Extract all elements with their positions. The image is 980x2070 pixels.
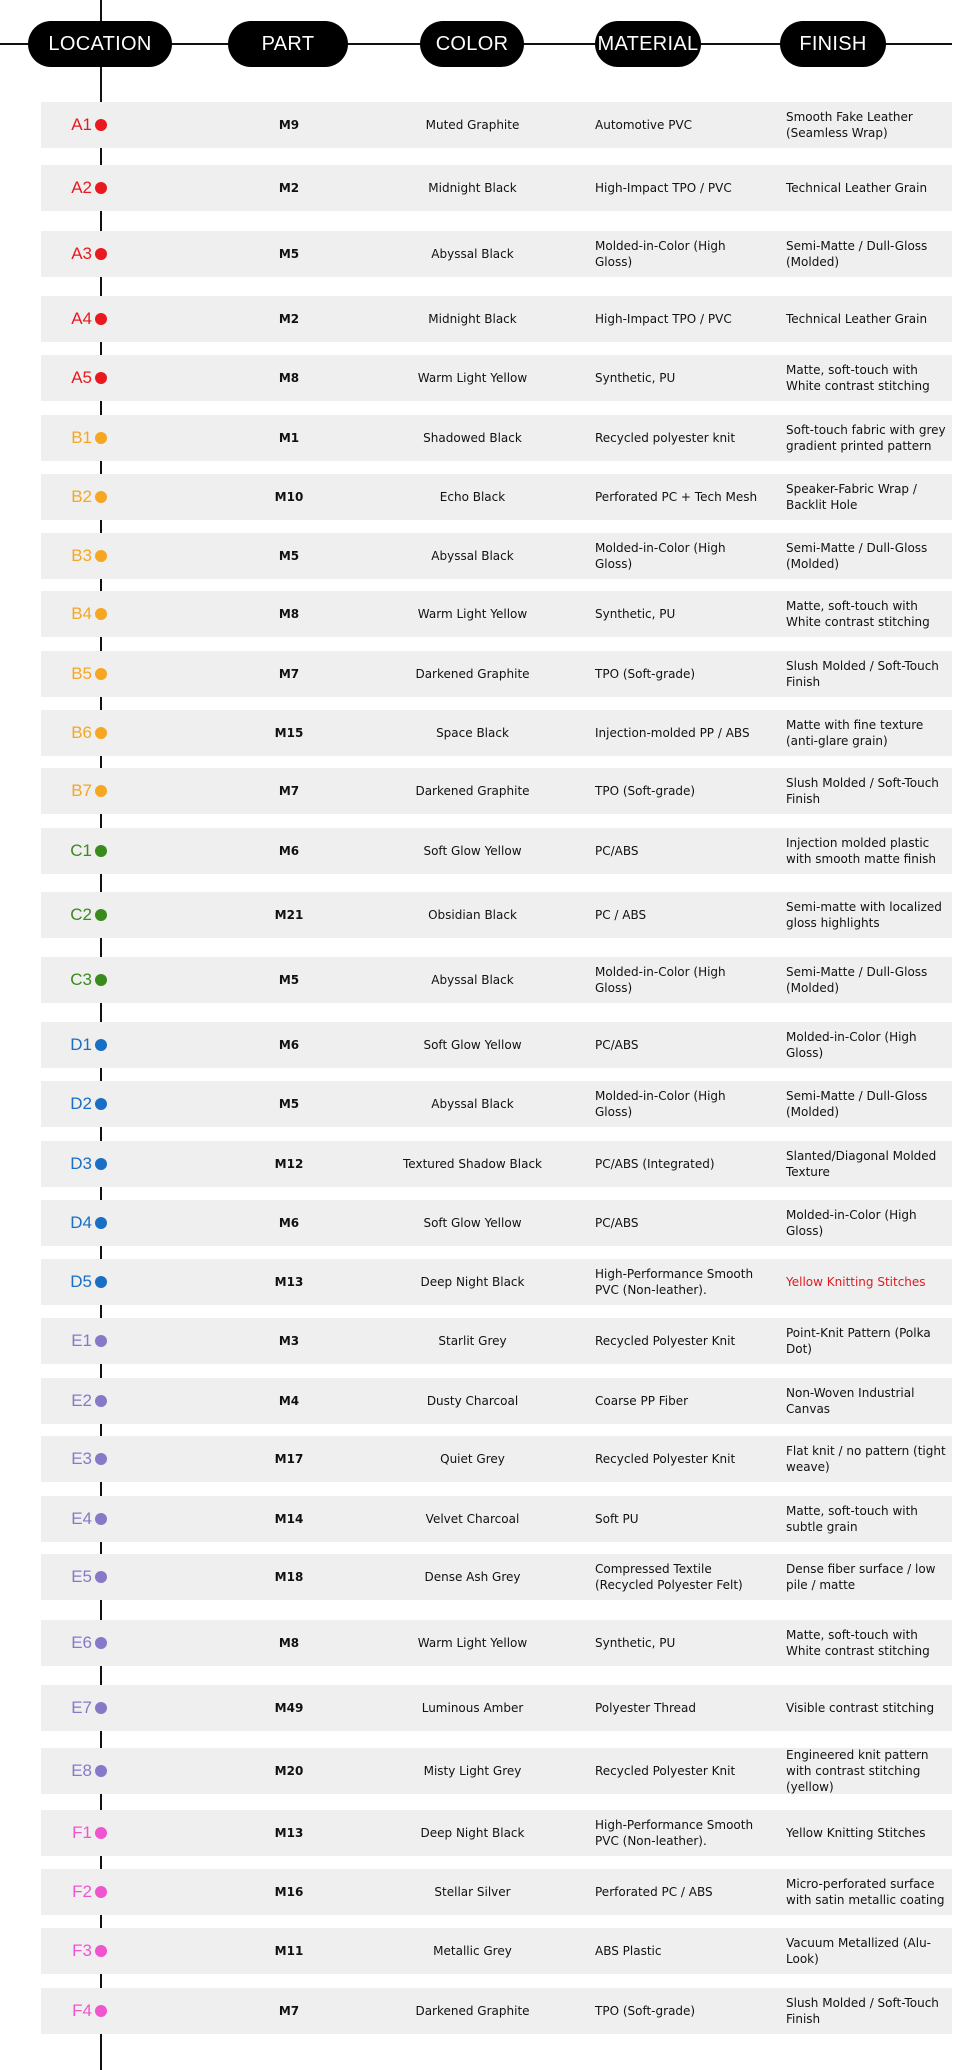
material-cell: High-Impact TPO / PVC [595,312,732,326]
location-label: E8 [71,1761,92,1780]
finish-cell: Semi-Matte / Dull-Gloss (Molded) [786,965,928,995]
material-cell: TPO (Soft-grade) [595,667,696,681]
location-marker-dot [95,432,107,444]
material-cell: Coarse PP Fiber [595,1394,689,1408]
part-cell: M7 [278,667,300,681]
location-label: E4 [71,1509,92,1528]
finish-header: FINISH [780,21,886,67]
finish-cell: Soft-touch fabric with grey gradient printed pattern [786,423,946,453]
location-label: B2 [71,487,92,506]
location-label: F3 [72,1941,92,1960]
material-cell: High-Performance Smooth PVC (Non-leather). [595,1267,754,1297]
color-cell: Dense Ash Grey [424,1570,521,1584]
location-marker-dot [95,668,107,680]
location-label: C3 [70,970,92,989]
part-cell: M21 [274,908,304,922]
material-cell: PC / ABS [595,908,647,922]
part-cell: M9 [278,118,300,132]
color-cell: Darkened Graphite [415,2004,530,2018]
location-label: D3 [70,1154,92,1173]
location-label: F2 [72,1882,92,1901]
color-cell: Warm Light Yellow [417,1636,528,1650]
color-header: COLOR [420,21,524,67]
location-label: E6 [71,1633,92,1652]
location-marker-dot [95,1039,107,1051]
finish-cell: Yellow Knitting Stitches [786,1275,926,1289]
location-marker-dot [95,1827,107,1839]
location-marker-dot [95,550,107,562]
part-cell: M6 [278,1216,300,1230]
color-cell: Luminous Amber [421,1701,524,1715]
location-marker-dot [95,1217,107,1229]
location-label: C1 [70,841,92,860]
part-cell: M6 [278,844,300,858]
color-cell: Abyssal Black [431,549,514,563]
finish-cell: Semi-Matte / Dull-Gloss (Molded) [786,541,928,571]
material-cell: PC/ABS [595,1216,639,1230]
material-cell: Recycled Polyester Knit [595,1764,736,1778]
location-label: B4 [71,604,92,623]
material-cell: TPO (Soft-grade) [595,784,696,798]
material-header: MATERIAL [595,21,701,67]
finish-cell: Yellow Knitting Stitches [786,1826,926,1840]
location-label: A2 [71,178,92,197]
material-cell: Soft PU [595,1512,639,1526]
location-label: B1 [71,428,92,447]
material-cell: Molded-in-Color (High Gloss) [595,239,726,269]
color-cell: Deep Night Black [420,1826,525,1840]
color-cell: Dusty Charcoal [426,1394,519,1408]
part-cell: M13 [274,1275,304,1289]
location-marker-dot [95,372,107,384]
location-marker-dot [95,608,107,620]
location-marker-dot [95,248,107,260]
part-cell: M10 [274,490,304,504]
location-label: C2 [70,905,92,924]
location-label: E1 [71,1331,92,1350]
color-cell: Deep Night Black [420,1275,525,1289]
color-cell: Abyssal Black [431,1097,514,1111]
color-cell: Quiet Grey [440,1452,505,1466]
part-cell: M49 [274,1701,304,1715]
material-cell: High-Performance Smooth PVC (Non-leather). [595,1818,754,1848]
material-cell: ABS Plastic [595,1944,662,1958]
location-header: LOCATION [28,21,172,67]
part-cell: M18 [274,1570,304,1584]
finish-cell: Semi-matte with localized gloss highlights [786,900,942,930]
part-cell: M3 [278,1334,300,1348]
finish-cell: Technical Leather Grain [786,181,928,195]
finish-cell: Molded-in-Color (High Gloss) [786,1030,917,1060]
color-cell: Muted Graphite [425,118,520,132]
part-cell: M17 [274,1452,304,1466]
material-cell: Recycled polyester knit [595,431,736,445]
finish-cell: Matte, soft-touch with White contrast stitching [786,363,930,393]
location-marker-dot [95,1158,107,1170]
location-marker-dot [95,1395,107,1407]
location-label: B7 [71,781,92,800]
location-label: E2 [71,1391,92,1410]
color-cell: Midnight Black [428,312,517,326]
finish-cell: Matte, soft-touch with White contrast stitching [786,1628,930,1658]
location-label: E3 [71,1449,92,1468]
color-cell: Soft Glow Yellow [423,844,522,858]
location-marker-dot [95,1098,107,1110]
finish-cell: Flat knit / no pattern (tight weave) [786,1444,946,1474]
finish-cell: Micro-perforated surface with satin metallic coating [786,1877,945,1907]
color-cell: Shadowed Black [423,431,522,445]
material-cell: PC/ABS [595,1038,639,1052]
material-cell: High-Impact TPO / PVC [595,181,732,195]
location-marker-dot [95,2005,107,2017]
location-marker-dot [95,1945,107,1957]
finish-cell: Speaker-Fabric Wrap / Backlit Hole [786,482,917,512]
location-label: A4 [71,309,92,328]
location-label: B5 [71,664,92,683]
color-cell: Darkened Graphite [415,784,530,798]
finish-cell: Engineered knit pattern with contrast stitching (yellow) [786,1748,929,1794]
color-cell: Space Black [436,726,509,740]
location-marker-dot [95,1637,107,1649]
material-cell: Molded-in-Color (High Gloss) [595,965,726,995]
part-header: PART [228,21,348,67]
material-cell: Synthetic, PU [595,1636,676,1650]
part-cell: M4 [278,1394,300,1408]
location-label: B6 [71,723,92,742]
location-label: D4 [70,1213,92,1232]
location-marker-dot [95,974,107,986]
finish-cell: Slush Molded / Soft-Touch Finish [786,659,939,689]
location-label: D5 [70,1272,92,1291]
location-marker-dot [95,1886,107,1898]
part-cell: M5 [278,1097,300,1111]
material-cell: Compressed Textile (Recycled Polyester Felt) [595,1562,743,1592]
finish-cell: Visible contrast stitching [786,1701,935,1715]
location-marker-dot [95,491,107,503]
part-cell: M13 [274,1826,304,1840]
part-cell: M20 [274,1764,304,1778]
finish-cell: Slush Molded / Soft-Touch Finish [786,1996,939,2026]
material-cell: Recycled Polyester Knit [595,1334,736,1348]
part-cell: M8 [278,371,300,385]
part-cell: M5 [278,247,300,261]
finish-cell: Semi-Matte / Dull-Gloss (Molded) [786,1089,928,1119]
part-cell: M1 [278,431,300,445]
location-marker-dot [95,845,107,857]
color-cell: Midnight Black [428,181,517,195]
color-cell: Obsidian Black [428,908,517,922]
material-cell: PC/ABS [595,844,639,858]
color-cell: Echo Black [439,490,506,504]
finish-cell: Point-Knit Pattern (Polka Dot) [786,1326,931,1356]
color-cell: Metallic Grey [433,1944,512,1958]
location-marker-dot [95,182,107,194]
location-marker-dot [95,727,107,739]
location-label: F1 [72,1823,92,1842]
material-cell: Synthetic, PU [595,371,676,385]
part-cell: M2 [278,312,300,326]
location-label: A5 [71,368,92,387]
material-cell: Perforated PC + Tech Mesh [595,490,758,504]
material-cell: Perforated PC / ABS [595,1885,713,1899]
finish-cell: Non-Woven Industrial Canvas [786,1386,915,1416]
location-marker-dot [95,1765,107,1777]
color-cell: Abyssal Black [431,973,514,987]
color-cell: Soft Glow Yellow [423,1038,522,1052]
finish-cell: Slanted/Diagonal Molded Texture [786,1149,937,1179]
part-cell: M16 [274,1885,304,1899]
part-cell: M5 [278,549,300,563]
color-cell: Warm Light Yellow [417,607,528,621]
material-cell: Molded-in-Color (High Gloss) [595,541,726,571]
finish-cell: Matte with fine texture (anti-glare grain) [786,718,924,748]
finish-cell: Smooth Fake Leather (Seamless Wrap) [786,110,913,140]
color-cell: Velvet Charcoal [425,1512,520,1526]
location-marker-dot [95,1571,107,1583]
part-cell: M14 [274,1512,304,1526]
finish-cell: Semi-Matte / Dull-Gloss (Molded) [786,239,928,269]
color-cell: Stellar Silver [434,1885,511,1899]
part-cell: M5 [278,973,300,987]
material-cell: Recycled Polyester Knit [595,1452,736,1466]
material-cell: PC/ABS (Integrated) [595,1157,715,1171]
finish-cell: Dense fiber surface / low pile / matte [786,1562,936,1592]
location-label: A3 [71,244,92,263]
location-marker-dot [95,1453,107,1465]
location-marker-dot [95,909,107,921]
location-label: E7 [71,1698,92,1717]
color-cell: Soft Glow Yellow [423,1216,522,1230]
part-cell: M8 [278,1636,300,1650]
location-label: F4 [72,2001,92,2020]
part-cell: M7 [278,2004,300,2018]
color-cell: Abyssal Black [431,247,514,261]
location-label: B3 [71,546,92,565]
material-cell: Polyester Thread [595,1701,697,1715]
material-cell: Molded-in-Color (High Gloss) [595,1089,726,1119]
finish-cell: Injection molded plastic with smooth matte finish [786,836,937,866]
finish-cell: Vacuum Metallized (Alu-Look) [786,1936,932,1966]
finish-cell: Technical Leather Grain [786,312,928,326]
color-cell: Starlit Grey [438,1334,507,1348]
color-cell: Warm Light Yellow [417,371,528,385]
finish-cell: Matte, soft-touch with subtle grain [786,1504,918,1534]
material-cell: Automotive PVC [595,118,693,132]
location-marker-dot [95,1276,107,1288]
color-cell: Textured Shadow Black [403,1157,542,1171]
material-cell: Injection-molded PP / ABS [595,726,750,740]
material-cell: Synthetic, PU [595,607,676,621]
location-marker-dot [95,1513,107,1525]
location-label: D1 [70,1035,92,1054]
location-marker-dot [95,1702,107,1714]
location-marker-dot [95,119,107,131]
finish-cell: Slush Molded / Soft-Touch Finish [786,776,939,806]
part-cell: M11 [274,1944,304,1958]
location-label: A1 [71,115,92,134]
part-cell: M15 [274,726,304,740]
material-cell: TPO (Soft-grade) [595,2004,696,2018]
location-label: D2 [70,1094,92,1113]
finish-cell: Molded-in-Color (High Gloss) [786,1208,917,1238]
location-marker-dot [95,785,107,797]
part-cell: M2 [278,181,300,195]
location-label: E5 [71,1567,92,1586]
color-cell: Misty Light Grey [423,1764,522,1778]
part-cell: M6 [278,1038,300,1052]
finish-cell: Matte, soft-touch with White contrast stitching [786,599,930,629]
color-cell: Darkened Graphite [415,667,530,681]
location-marker-dot [95,313,107,325]
part-cell: M7 [278,784,300,798]
part-cell: M8 [278,607,300,621]
part-cell: M12 [274,1157,304,1171]
location-marker-dot [95,1335,107,1347]
